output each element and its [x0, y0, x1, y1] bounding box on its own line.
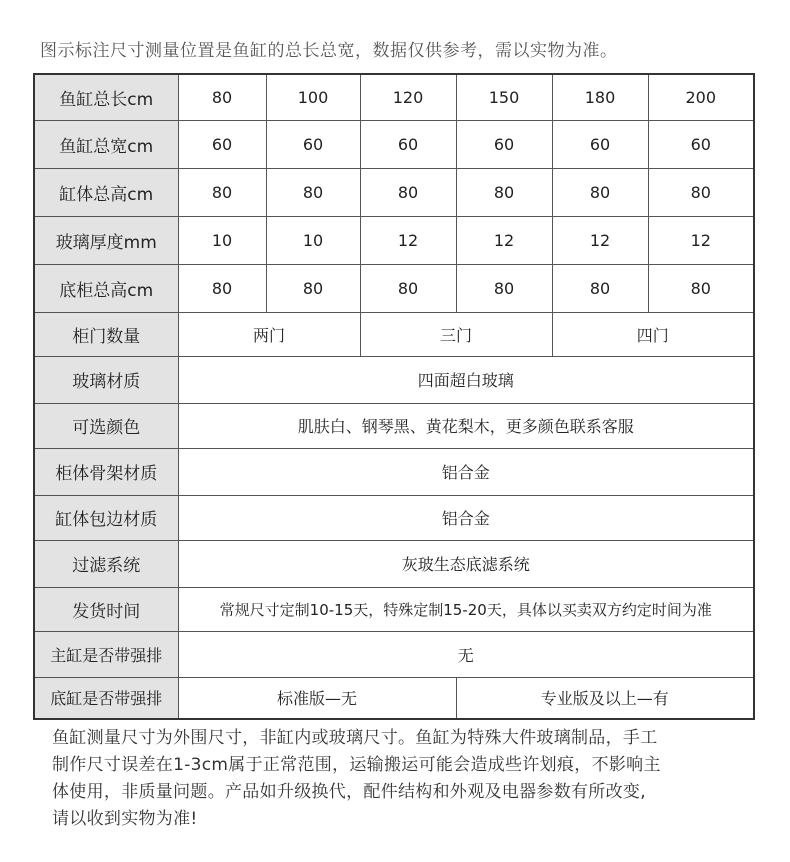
bottom-note-line: 体使用，非质量问题。产品如升级换代，配件结构和外观及电器参数有所改变,: [52, 782, 646, 802]
cell-value: 12: [360, 216, 456, 264]
cell-value: 三门: [360, 312, 552, 356]
table-row: [34, 120, 754, 168]
cell-value: 12: [552, 216, 648, 264]
cell-value: 两门: [178, 312, 360, 356]
table-row: [34, 264, 754, 312]
cell-value: 80: [552, 264, 648, 312]
table-row: [34, 168, 754, 216]
row-label: 鱼缸总长cm: [34, 74, 178, 120]
row-label: 玻璃厚度mm: [34, 216, 178, 264]
cell-value: 80: [648, 168, 754, 216]
cell-value: 60: [456, 120, 552, 168]
cell-value: 60: [552, 120, 648, 168]
cell-value: 无: [178, 631, 754, 677]
cell-value: 10: [266, 216, 360, 264]
table-row-main-drain: [34, 631, 754, 677]
cell-value: 60: [266, 120, 360, 168]
bottom-note-line: 制作尺寸误差在1-3cm属于正常范围，运输搬运可能会造成些许划痕，不影响主: [52, 755, 661, 775]
bottom-note-line: 鱼缸测量尺寸为外围尺寸，非缸内或玻璃尺寸。鱼缸为特殊大件玻璃制品，手工: [52, 728, 658, 748]
row-label: 底缸是否带强排: [34, 677, 178, 719]
table-row-edge-material: [34, 495, 754, 540]
row-label: 可选颜色: [34, 403, 178, 448]
row-label: 柜体骨架材质: [34, 448, 178, 495]
row-label: 发货时间: [34, 587, 178, 631]
table-row-bottom-drain: [34, 677, 754, 719]
cell-value: 80: [456, 264, 552, 312]
cell-value: 铝合金: [178, 495, 754, 540]
cell-value: 12: [648, 216, 754, 264]
table-row: [34, 74, 754, 120]
cell-value: 铝合金: [178, 448, 754, 495]
cell-value: 80: [360, 168, 456, 216]
row-label: 缸体包边材质: [34, 495, 178, 540]
table-row-filter: [34, 540, 754, 587]
cell-value: 四面超白玻璃: [178, 356, 754, 403]
cell-value: 120: [360, 74, 456, 120]
cell-value: 80: [178, 74, 266, 120]
cell-value: 80: [552, 168, 648, 216]
cell-value: 80: [266, 168, 360, 216]
cell-value: 60: [178, 120, 266, 168]
cell-value: 150: [456, 74, 552, 120]
table-row-glass-material: [34, 356, 754, 403]
cell-value: 60: [360, 120, 456, 168]
row-label: 玻璃材质: [34, 356, 178, 403]
cell-value: 80: [178, 168, 266, 216]
row-label: 柜门数量: [34, 312, 178, 356]
row-label: 缸体总高cm: [34, 168, 178, 216]
cell-value: 100: [266, 74, 360, 120]
cell-value: 80: [456, 168, 552, 216]
top-note: 图示标注尺寸测量位置是鱼缸的总长总宽，数据仅供参考，需以实物为准。: [40, 41, 618, 61]
cell-value: 60: [648, 120, 754, 168]
cell-value: 肌肤白、钢琴黑、黄花梨木，更多颜色联系客服: [178, 403, 754, 448]
row-label: 底柜总高cm: [34, 264, 178, 312]
cell-value: 200: [648, 74, 754, 120]
cell-value: 标准版—无: [178, 677, 456, 719]
table-row-shipping: [34, 587, 754, 631]
row-label: 过滤系统: [34, 540, 178, 587]
cell-value: 80: [360, 264, 456, 312]
cell-value: 80: [178, 264, 266, 312]
table-row-door-count: [34, 312, 754, 356]
bottom-note-line: 请以收到实物为准!: [52, 809, 198, 829]
spec-table: [33, 73, 755, 720]
cell-value: 12: [456, 216, 552, 264]
row-label: 鱼缸总宽cm: [34, 120, 178, 168]
cell-value: 专业版及以上—有: [456, 677, 754, 719]
row-label: 主缸是否带强排: [34, 631, 178, 677]
cell-value: 灰玻生态底滤系统: [178, 540, 754, 587]
bottom-note: [52, 725, 752, 833]
cell-value: 10: [178, 216, 266, 264]
table-row-frame-material: [34, 448, 754, 495]
cell-value: 180: [552, 74, 648, 120]
cell-value: 80: [266, 264, 360, 312]
table-row: [34, 216, 754, 264]
cell-value: 四门: [552, 312, 754, 356]
table-row-colors: [34, 403, 754, 448]
cell-value: 80: [648, 264, 754, 312]
cell-value: 常规尺寸定制10-15天，特殊定制15-20天，具体以买卖双方约定时间为准: [178, 587, 754, 631]
